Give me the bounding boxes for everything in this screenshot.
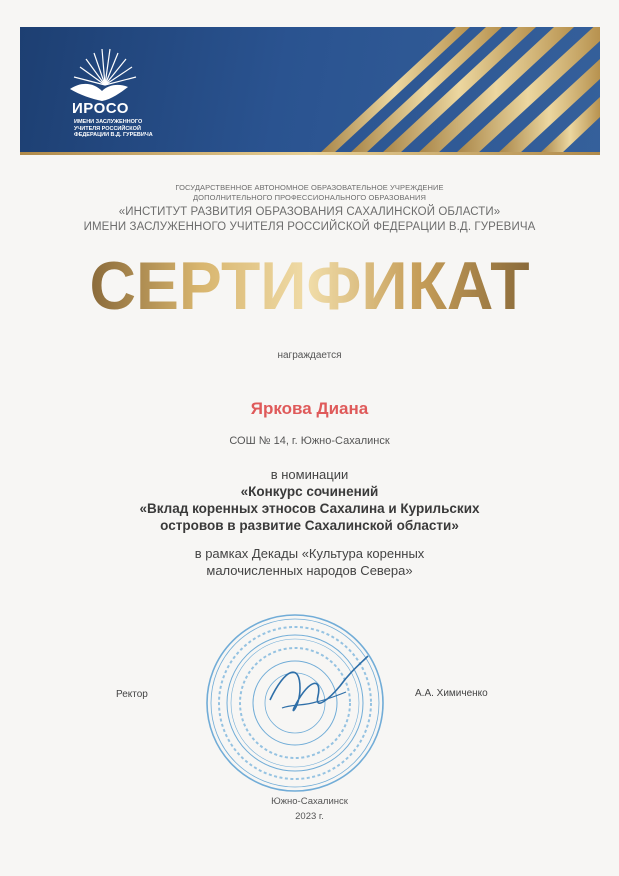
certificate-title — [0, 242, 619, 322]
logo-title: ИРОСО — [72, 100, 129, 117]
nomination-line-2: «Вклад коренных этносов Сахалина и Курильских — [139, 501, 480, 516]
official-stamp — [200, 608, 390, 798]
awarded-label: награждается — [277, 350, 342, 361]
certificate-title-text: СЕРТИФИКАТ — [89, 248, 530, 322]
rector-label: Ректор — [116, 689, 148, 700]
recipient-school: СОШ № 14, г. Южно-Сахалинск — [229, 435, 390, 447]
org-line-1: ГОСУДАРСТВЕННОЕ АВТОНОМНОЕ ОБРАЗОВАТЕЛЬНОЕ УЧРЕЖДЕНИЕ — [175, 183, 444, 192]
nomination-line-1: «Конкурс сочинений — [240, 484, 379, 499]
issue-place: Южно-Сахалинск — [271, 796, 348, 807]
rector-name: А.А. Химиченко — [415, 688, 488, 699]
logo-subtitle: ИМЕНИ ЗАСЛУЖЕННОГО УЧИТЕЛЯ РОССИЙСКОЙ ФЕДЕРАЦИИ В.Д. ГУРЕВИЧА — [74, 119, 153, 138]
banner-gold-line — [20, 152, 600, 155]
org-line-2: ДОПОЛНИТЕЛЬНОГО ПРОФЕССИОНАЛЬНОГО ОБРАЗОВАНИЯ — [192, 193, 426, 202]
decade-line-1: в рамках Декады «Культура коренных — [194, 546, 425, 561]
header-banner — [20, 27, 600, 153]
nomination-intro: в номинации — [270, 467, 349, 482]
issue-year: 2023 г. — [295, 811, 324, 822]
org-line-3: «ИНСТИТУТ РАЗВИТИЯ ОБРАЗОВАНИЯ САХАЛИНСКОЙ ОБЛАСТИ» — [118, 206, 501, 218]
decade-line-2: малочисленных народов Севера» — [206, 563, 413, 578]
recipient-name: Яркова Диана — [250, 399, 369, 418]
nomination-line-3: островов в развитие Сахалинской области» — [160, 518, 459, 533]
org-line-4: ИМЕНИ ЗАСЛУЖЕННОГО УЧИТЕЛЯ РОССИЙСКОЙ ФЕДЕРАЦИИ В.Д. ГУРЕВИЧА — [83, 221, 536, 233]
